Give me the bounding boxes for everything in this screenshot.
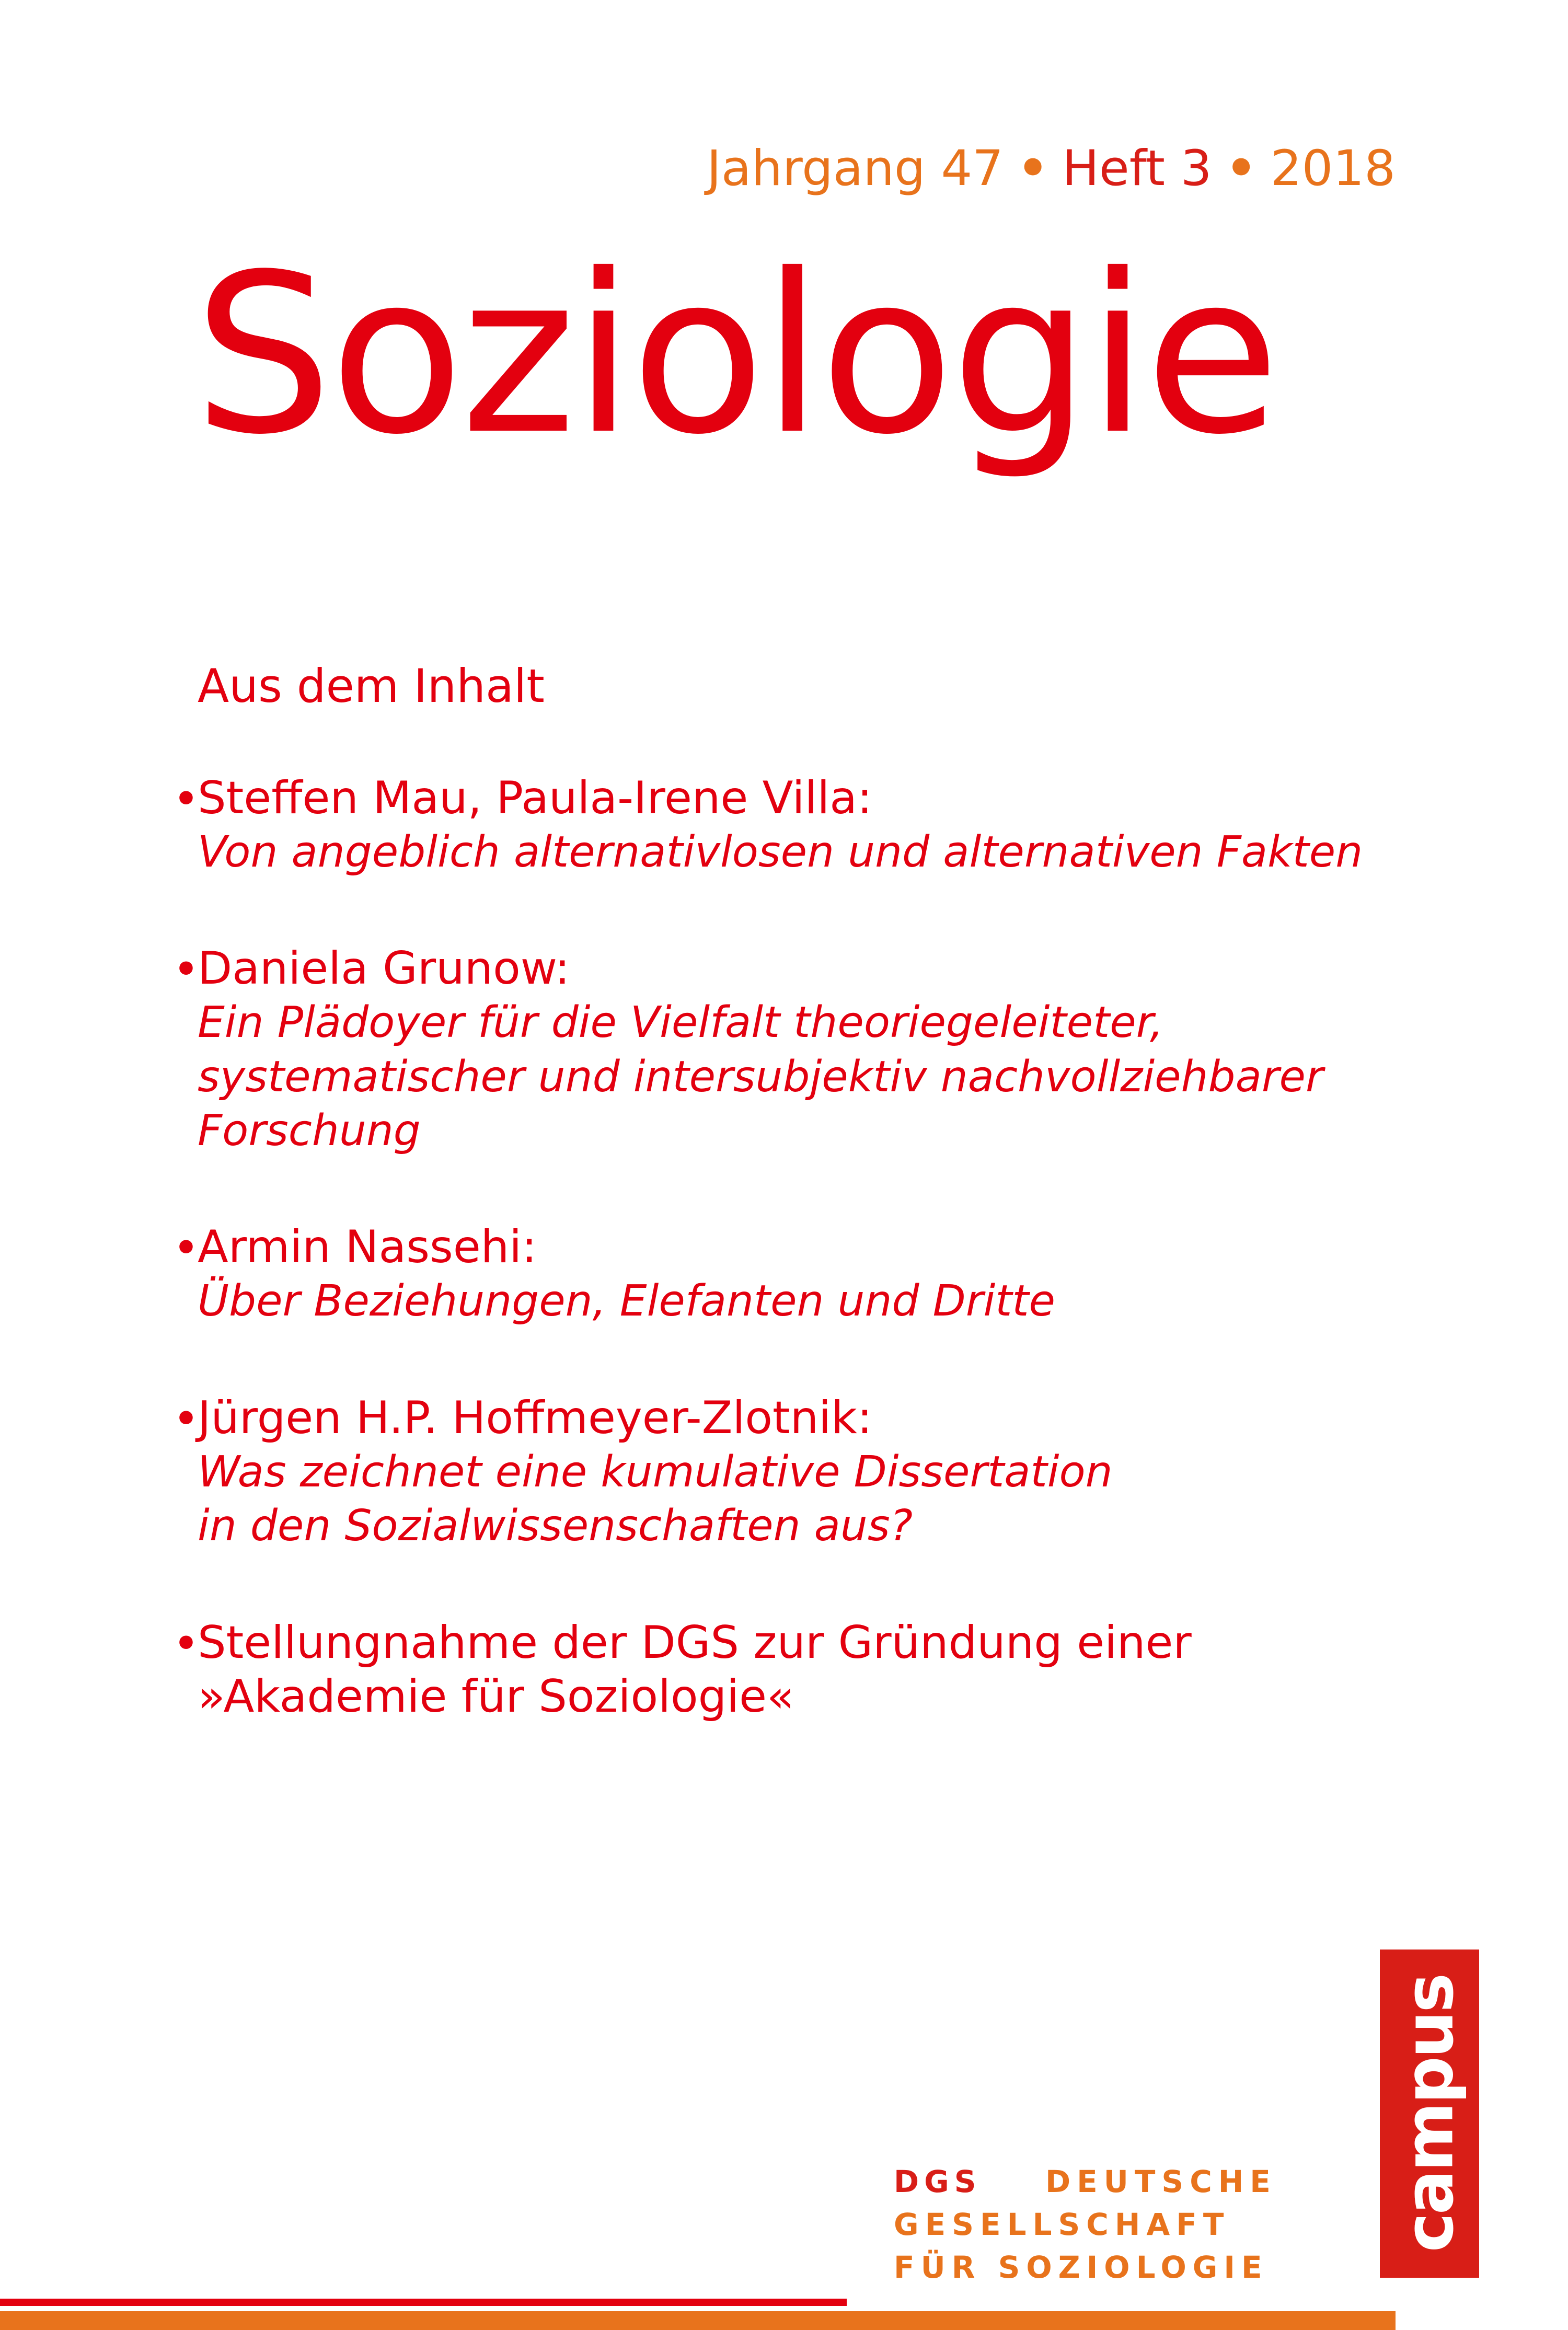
contents-heading: Aus dem Inhalt <box>198 659 545 713</box>
entry-title-line: Über Beziehungen, Elefanten und Dritte <box>198 1276 1056 1327</box>
dgs-name-line: GESELLSCHAFT <box>894 2207 1230 2242</box>
entry-title-line: systematischer und intersubjektiv nachvollziehbarer <box>198 1052 1323 1102</box>
jahrgang-label: Jahrgang 47 <box>707 140 1004 197</box>
issue-separator: • <box>1017 140 1049 197</box>
entry-author: Daniela Grunow: <box>198 942 570 995</box>
dgs-abbreviation: DGS <box>894 2164 982 2199</box>
entry-title <box>198 1445 1458 1553</box>
contents-entry <box>172 1616 1458 1724</box>
publisher-name: campus <box>1390 1975 1469 2253</box>
issue-separator: • <box>1225 140 1257 197</box>
entry-author-line: Stellungnahme der DGS zur Gründung einer <box>198 1616 1192 1669</box>
contents-entry <box>172 771 1458 880</box>
entry-title-line: in den Sozialwissenschaften aus? <box>198 1501 913 1551</box>
dgs-name-line: FÜR SOZIOLOGIE <box>894 2250 1269 2285</box>
journal-title: Soziologie <box>193 227 1277 483</box>
footer-red-stripe <box>0 2299 847 2306</box>
dgs-logo <box>894 2166 1364 2287</box>
entry-author: Steffen Mau, Paula-Irene Villa: <box>198 771 872 824</box>
entry-title <box>198 825 1458 879</box>
entry-author-line: »Akademie für Soziologie« <box>198 1670 794 1723</box>
heft-label: Heft 3 <box>1062 140 1212 197</box>
year-label: 2018 <box>1270 140 1396 197</box>
entry-title <box>198 996 1458 1158</box>
dgs-name-line: DEUTSCHE <box>1045 2164 1277 2199</box>
entry-title-line: Ein Plädoyer für die Vielfalt theoriegeleiteter, <box>198 998 1163 1048</box>
entry-title-line: Forschung <box>198 1105 421 1156</box>
bullet-icon: • <box>172 1616 200 1670</box>
entry-title-line: Was zeichnet eine kumulative Dissertation <box>198 1447 1113 1497</box>
bullet-icon: • <box>172 771 200 826</box>
campus-logo <box>1380 1950 1479 2278</box>
issue-info <box>707 140 1396 197</box>
entry-author: Jürgen H.P. Hoffmeyer-Zlotnik: <box>198 1391 872 1444</box>
bullet-icon: • <box>172 942 200 997</box>
bullet-icon: • <box>172 1391 200 1446</box>
table-of-contents <box>172 659 1458 1786</box>
entry-author: Armin Nassehi: <box>198 1221 537 1274</box>
entry-title-line: Von angeblich alternativlosen und alternativen Fakten <box>198 827 1363 877</box>
bullet-icon: • <box>172 1221 200 1275</box>
contents-entry <box>172 1220 1458 1329</box>
contents-entry <box>172 942 1458 1158</box>
entry-title <box>198 1274 1458 1328</box>
contents-entry <box>172 1391 1458 1553</box>
footer-orange-stripe <box>0 2311 1396 2330</box>
